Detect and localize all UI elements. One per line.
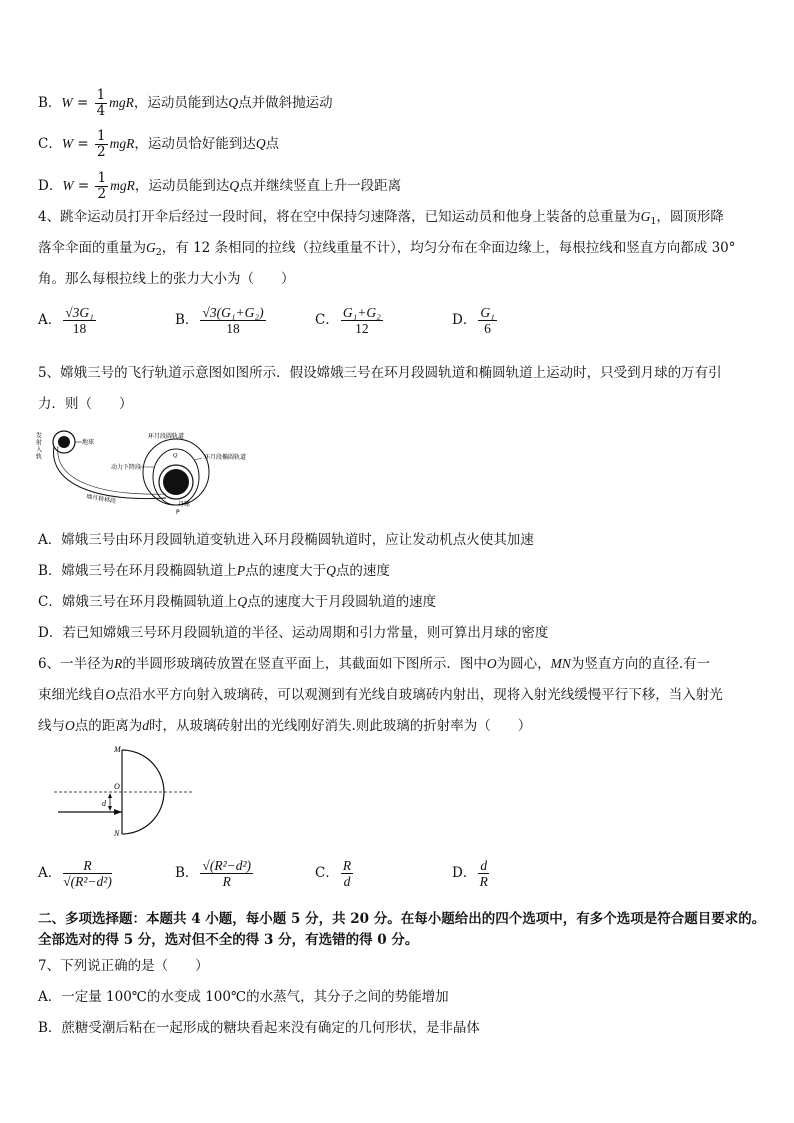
q7-option-b: B．蔗糖受潮后粘在一起形成的糖块看起来没有确定的几何形状，是非晶体 [38, 1020, 480, 1036]
q4-stem-line1: 4、跳伞运动员打开伞后经过一段时间，将在空中保持匀速降落，已知运动员和他身上装备的总重量为$G_1$，圆顶形降 [38, 209, 724, 227]
fraction: $\frac{1}{2}$ [97, 170, 107, 202]
earth-label: 地球 [82, 439, 95, 446]
q5-option-a: A．嫦娥三号由环月段圆轨道变轨进入环月段椭圆轨道时，应让发动机点火使其加速 [38, 532, 534, 548]
chang-e-orbit-diagram [36, 424, 268, 516]
label-m: M [114, 745, 121, 754]
q5-option-c: C．嫦娥三号在环月段椭圆轨道上Q点的速度大于月段圆轨道的速度 [38, 594, 437, 610]
circular-orbit-label: 环月段圆轨道 [148, 433, 185, 440]
q6-option-d: D． $\frac{d}{R}$ [452, 858, 488, 889]
point-p-label: P [176, 509, 180, 516]
launch-label: 发射入轨 [34, 432, 42, 460]
fraction: $\frac{1}{4}$ [96, 87, 106, 119]
fraction: $\frac{1}{2}$ [97, 128, 106, 160]
q3-option-d: D．W = $\frac{1}{2}$ mgR，运动员能到达Q点并继续竖直上升一段距离 [38, 170, 402, 202]
ellipse-orbit-label: 环月段椭圆轨道 [204, 454, 247, 461]
transfer-label: 地月转移段 [85, 493, 117, 506]
q6-option-a: A． $\frac{R}{\text{√(R²−d²)}}$ [38, 858, 112, 889]
q4-stem-line2: 落伞伞面的重量为$G_2$，有 12 条相同的拉线（拉线重量不计），均匀分布在伞面边缘上，每根拉线和竖直方向都成 30° [38, 240, 736, 258]
label-d: d [102, 799, 106, 808]
q5-option-d: D．若已知嫦娥三号环月段圆轨道的半径、运动周期和引力常量，则可算出月球的密度 [38, 625, 549, 641]
q4-option-a: A． $\frac{\text{√3G₁}}{18}$ [38, 305, 94, 336]
point-q-label: Q [173, 453, 178, 459]
q5-option-b: B．嫦娥三号在环月段椭圆轨道上P点的速度大于Q点的速度 [38, 563, 390, 579]
glass-brick-diagram [52, 744, 202, 840]
moon-icon [163, 469, 189, 495]
q6-option-c: C． $\frac{R}{d}$ [315, 858, 352, 889]
q6-stem-line3: 线与O点的距离为d时，从玻璃砖射出的光线刚好消失.则此玻璃的折射率为（ ） [38, 718, 532, 734]
powered-descent-label: 动力下降段 [111, 464, 142, 471]
moon-label: 月球 [178, 501, 191, 508]
q6-option-b: B． $\frac{\text{√(R²−d²)}}{R}$ [175, 858, 252, 889]
earth-icon [58, 436, 70, 448]
q4-stem-line3: 角。那么每根拉线上的张力大小为（ ） [38, 271, 295, 287]
q4-option-c: C． $\frac{\text{G₁+G₂}}{12}$ [315, 305, 381, 336]
q5-stem-line1: 5、嫦娥三号的飞行轨道示意图如图所示．假设嫦娥三号在环月段圆轨道和椭圆轨道上运动时，只受到月球的万有引 [38, 365, 722, 381]
section2-heading-line1: 二、多项选择题：本题共 4 小题，每小题 5 分，共 20 分。在每小题给出的四个选项中，有多个选项是符合题目要求的。 [38, 911, 766, 927]
q6-stem-line1: 6、一半径为R的半圆形玻璃砖放置在竖直平面上，其截面如下图所示．图中O为圆心，MN为竖直方向的直径.有一 [38, 656, 711, 672]
q4-option-d: D． $\frac{\text{G₁}}{6}$ [452, 305, 495, 336]
q3-option-b: B．W = $\frac{1}{4}$ mgR，运动员能到达Q点并做斜抛运动 [38, 87, 333, 119]
label-o: O [114, 782, 120, 791]
q6-stem-line2: 束细光线自O点沿水平方向射入玻璃砖，可以观测到有光线自玻璃砖内射出，现将入射光线缓慢平行下移，当入射光 [38, 687, 723, 703]
arrow-icon [114, 809, 122, 815]
section2-heading-line2: 全部选对的得 5 分，选对但不全的得 3 分，有选错的得 0 分。 [38, 932, 419, 948]
q5-stem-line2: 力．则（ ） [38, 396, 133, 412]
q7-stem: 7、下列说正确的是（ ） [38, 958, 209, 974]
semicircle [122, 750, 164, 834]
q4-option-b: B． $\frac{\text{√3(G₁+G₂)}}{18}$ [175, 305, 264, 336]
q7-option-a: A．一定量 100℃的水变成 100℃的水蒸气，其分子之间的势能增加 [38, 989, 449, 1005]
label-n: N [114, 829, 120, 838]
q3-option-c: C．W = $\frac{1}{2}$ mgR，运动员恰好能到达Q点 [38, 128, 280, 160]
